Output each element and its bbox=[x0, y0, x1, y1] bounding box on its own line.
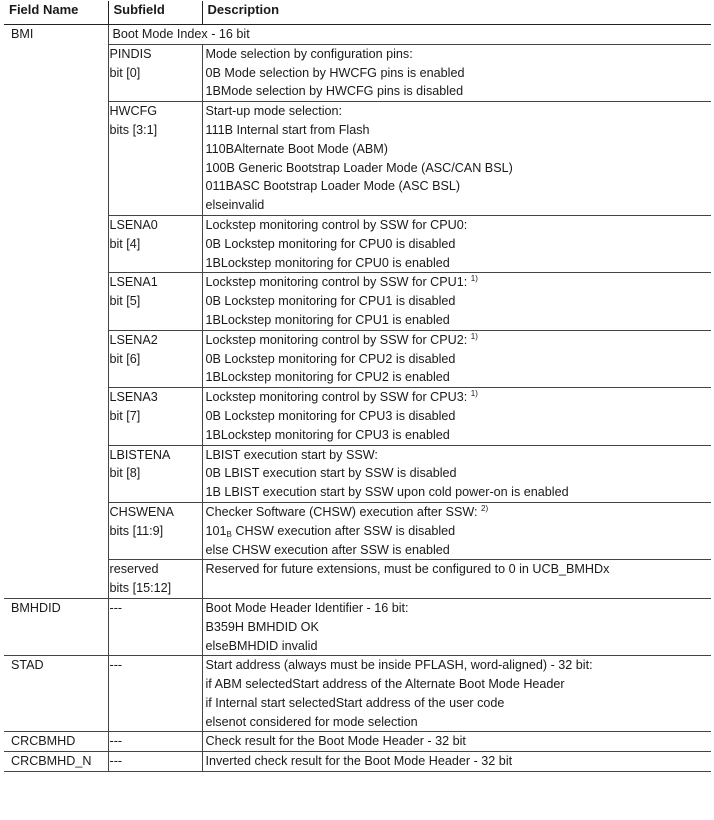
register-table bbox=[4, 1, 711, 772]
subfield-name: LSENA0 bbox=[109, 217, 158, 232]
footnote-marker: 2) bbox=[481, 503, 489, 513]
description-line bbox=[206, 388, 708, 407]
description-line bbox=[206, 350, 708, 369]
description-chswena bbox=[202, 502, 711, 559]
subfield-bits: bit [5] bbox=[109, 294, 141, 309]
description-line bbox=[206, 311, 708, 330]
header-subfield: Subfield bbox=[108, 1, 202, 25]
description-lsena0 bbox=[202, 215, 711, 272]
table-row-crcbmhd bbox=[4, 732, 711, 752]
header-row bbox=[4, 1, 711, 25]
description-text: 0B Lockstep monitoring for CPU0 is disabled bbox=[205, 236, 456, 251]
bmi-summary bbox=[108, 25, 711, 45]
subfield-placeholder bbox=[108, 598, 202, 655]
field-name-crcbmhd_n bbox=[4, 752, 108, 772]
table-row-pindis bbox=[4, 44, 711, 101]
subfield-bits: bit [4] bbox=[109, 236, 141, 251]
subfield-lsena3 bbox=[108, 388, 202, 445]
subfield-name: reserved bbox=[109, 562, 159, 577]
description-text: 1BMode selection by HWCFG pins is disabled bbox=[205, 84, 464, 99]
subfield-bits: bits [3:1] bbox=[109, 122, 158, 137]
subfield-lsena0 bbox=[108, 215, 202, 272]
field-name-label: CRCBMHD bbox=[11, 734, 76, 749]
description-line bbox=[206, 522, 708, 541]
description-line bbox=[206, 235, 708, 254]
subfield-pindis bbox=[108, 44, 202, 101]
table-row-lsena2 bbox=[4, 330, 711, 387]
description-text: 1B LBIST execution start by SSW upon cold power-on is enabled bbox=[205, 485, 569, 500]
description-stad bbox=[202, 656, 711, 732]
description-text: 1BLockstep monitoring for CPU1 is enabled bbox=[205, 312, 450, 327]
description-line: Check result for the Boot Mode Header - 32 bit bbox=[205, 734, 466, 749]
subfield-name: CHSWENA bbox=[109, 504, 174, 519]
description-line bbox=[206, 196, 708, 215]
subfield-name: LBISTENA bbox=[109, 447, 171, 462]
description-text: Lockstep monitoring control by SSW for CPU1: bbox=[205, 275, 468, 290]
description-lsena1 bbox=[202, 273, 711, 330]
description-line bbox=[206, 216, 708, 235]
subfield-lsena2 bbox=[108, 330, 202, 387]
subfield-lbistena bbox=[108, 445, 202, 502]
table-row-crcbmhd_n bbox=[4, 752, 711, 772]
description-text: 1BLockstep monitoring for CPU0 is enabled bbox=[205, 255, 450, 270]
subfield-bits: bit [0] bbox=[109, 65, 141, 80]
subfield-placeholder bbox=[108, 752, 202, 772]
description-line bbox=[206, 273, 708, 292]
description-reserved bbox=[202, 560, 711, 599]
subfield-bits: bits [15:12] bbox=[109, 581, 172, 596]
description-text: Mode selection by configuration pins: bbox=[205, 46, 413, 61]
value-text: 101 bbox=[205, 523, 227, 538]
description-lsena2 bbox=[202, 330, 711, 387]
description-hwcfg bbox=[202, 102, 711, 216]
description-line bbox=[206, 102, 708, 121]
description-line bbox=[206, 503, 708, 522]
description-text: 1BLockstep monitoring for CPU2 is enabled bbox=[205, 370, 450, 385]
subfield-hwcfg bbox=[108, 102, 202, 216]
description-line: elsenot considered for mode selection bbox=[205, 714, 418, 729]
subfield-name: --- bbox=[109, 658, 123, 673]
subfield-reserved bbox=[108, 560, 202, 599]
subfield-name: --- bbox=[109, 600, 123, 615]
binary-subscript: B bbox=[226, 529, 232, 539]
description-text: 0B LBIST execution start by SSW is disabled bbox=[205, 466, 457, 481]
description-line bbox=[206, 426, 708, 445]
description-text: Start-up mode selection: bbox=[205, 104, 343, 119]
description-line bbox=[206, 45, 708, 64]
description-line: else CHSW execution after SSW is enabled bbox=[205, 542, 450, 557]
table-row-lsena0 bbox=[4, 215, 711, 272]
table-row-bmhdid bbox=[4, 598, 711, 655]
description-text: Lockstep monitoring control by SSW for CPU3: bbox=[205, 390, 468, 405]
description-line bbox=[206, 292, 708, 311]
header-description: Description bbox=[202, 1, 711, 25]
description-line bbox=[206, 177, 708, 196]
description-text: 0B Lockstep monitoring for CPU1 is disabled bbox=[205, 294, 456, 309]
subfield-name: --- bbox=[109, 734, 123, 749]
description-line: if Internal start selectedStart address of the user code bbox=[205, 695, 505, 710]
field-name-bmi bbox=[4, 25, 108, 599]
table-row-stad bbox=[4, 656, 711, 732]
field-name-crcbmhd bbox=[4, 732, 108, 752]
description-line bbox=[206, 464, 708, 483]
bmi-summary-text: Boot Mode Index - 16 bit bbox=[112, 27, 250, 41]
description-text: Checker Software (CHSW) execution after SSW: bbox=[205, 504, 478, 519]
subfield-name: LSENA1 bbox=[109, 275, 158, 290]
field-name-bmhdid bbox=[4, 598, 108, 655]
description-line: B359H BMHDID OK bbox=[205, 619, 319, 634]
description-text: 0B Lockstep monitoring for CPU3 is disabled bbox=[205, 408, 456, 423]
description-crcbmhd bbox=[202, 732, 711, 752]
description-lsena3 bbox=[202, 388, 711, 445]
description-text: Lockstep monitoring control by SSW for CPU2: bbox=[205, 332, 468, 347]
description-pindis bbox=[202, 44, 711, 101]
table-row-reserved bbox=[4, 560, 711, 599]
description-text: LBIST execution start by SSW: bbox=[205, 447, 378, 462]
description-line bbox=[206, 140, 708, 159]
header-field-name: Field Name bbox=[4, 1, 108, 25]
description-line bbox=[206, 159, 708, 178]
description-line bbox=[206, 446, 708, 465]
description-line bbox=[206, 407, 708, 426]
subfield-bits: bit [7] bbox=[109, 408, 141, 423]
description-text: 110BAlternate Boot Mode (ABM) bbox=[205, 141, 388, 156]
description-text: Lockstep monitoring control by SSW for CPU0: bbox=[205, 217, 468, 232]
description-line bbox=[206, 254, 708, 273]
description-text: elseinvalid bbox=[205, 198, 265, 213]
description-line bbox=[206, 483, 708, 502]
description-line bbox=[206, 331, 708, 350]
subfield-bits: bit [8] bbox=[109, 466, 141, 481]
subfield-lsena1 bbox=[108, 273, 202, 330]
description-text: 0B Mode selection by HWCFG pins is enabled bbox=[205, 65, 465, 80]
field-name-label: CRCBMHD_N bbox=[11, 754, 92, 769]
table-row-lsena1 bbox=[4, 273, 711, 330]
description-line bbox=[206, 64, 708, 83]
description-line: Inverted check result for the Boot Mode Header - 32 bit bbox=[205, 754, 513, 769]
description-text: 0B Lockstep monitoring for CPU2 is disabled bbox=[205, 351, 456, 366]
subfield-chswena bbox=[108, 502, 202, 559]
table-row-bmi bbox=[4, 25, 711, 45]
description-text: 111B Internal start from Flash bbox=[205, 122, 370, 137]
description-line: Start address (always must be inside PFLASH, word-aligned) - 32 bit: bbox=[205, 658, 593, 673]
table-row-chswena bbox=[4, 502, 711, 559]
description-text: 100B Generic Bootstrap Loader Mode (ASC/CAN BSL) bbox=[205, 160, 513, 175]
description-line: Boot Mode Header Identifier - 16 bit: bbox=[205, 600, 409, 615]
field-name-stad bbox=[4, 656, 108, 732]
description-line bbox=[206, 82, 708, 101]
description-crcbmhd_n bbox=[202, 752, 711, 772]
subfield-bits: bit [6] bbox=[109, 351, 141, 366]
description-text: 011BASC Bootstrap Loader Mode (ASC BSL) bbox=[205, 179, 461, 194]
table-row-lsena3 bbox=[4, 388, 711, 445]
table-row-hwcfg bbox=[4, 102, 711, 216]
description-lbistena bbox=[202, 445, 711, 502]
footnote-marker: 1) bbox=[470, 331, 478, 341]
footnote-marker: 1) bbox=[470, 274, 478, 284]
subfield-name: PINDIS bbox=[109, 46, 152, 61]
subfield-name: LSENA2 bbox=[109, 332, 158, 347]
description-bmhdid bbox=[202, 598, 711, 655]
description-line: if ABM selectedStart address of the Alternate Boot Mode Header bbox=[205, 677, 565, 692]
footnote-marker: 1) bbox=[470, 389, 478, 399]
subfield-placeholder bbox=[108, 732, 202, 752]
description-text: 1BLockstep monitoring for CPU3 is enabled bbox=[205, 427, 450, 442]
subfield-name: LSENA3 bbox=[109, 390, 158, 405]
description-text: CHSW execution after SSW is disabled bbox=[231, 523, 456, 538]
subfield-placeholder bbox=[108, 656, 202, 732]
field-name-label: BMHDID bbox=[11, 600, 61, 615]
description-line bbox=[206, 121, 708, 140]
table-row-lbistena bbox=[4, 445, 711, 502]
description-line: elseBMHDID invalid bbox=[205, 638, 318, 653]
field-name-label: STAD bbox=[11, 658, 44, 673]
subfield-name: HWCFG bbox=[109, 104, 158, 119]
field-name-label: BMI bbox=[11, 27, 34, 41]
subfield-name: --- bbox=[109, 754, 123, 769]
description-line bbox=[206, 368, 708, 387]
description-line: Reserved for future extensions, must be configured to 0 in UCB_BMHDx bbox=[205, 562, 610, 577]
subfield-bits: bits [11:9] bbox=[109, 523, 164, 538]
